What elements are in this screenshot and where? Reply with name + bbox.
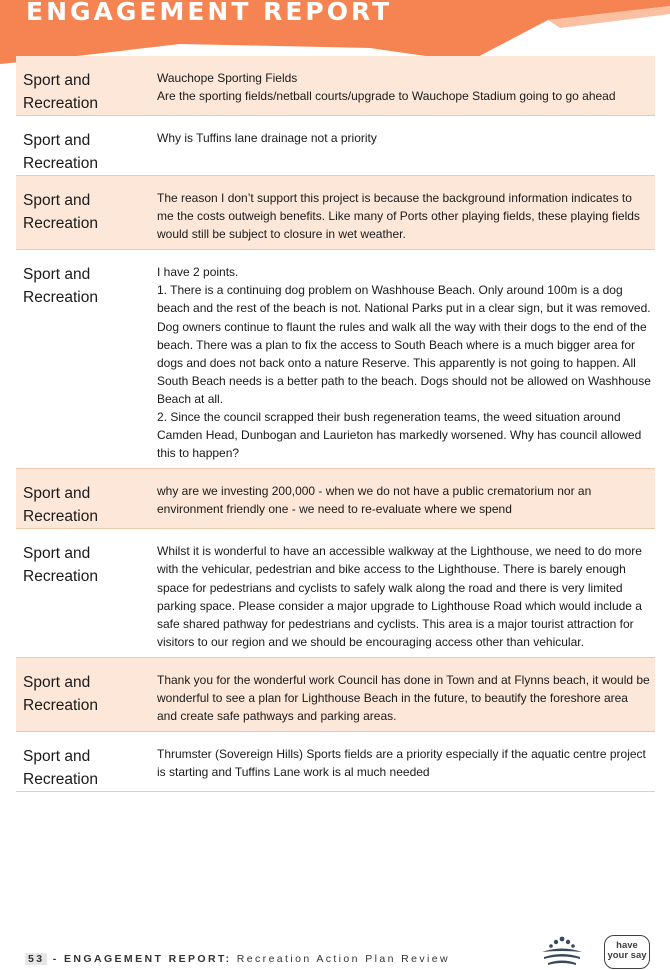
row-comment — [157, 529, 655, 657]
row-category: Sport and Recreation — [23, 266, 98, 307]
comment-paragraph: I have 2 points. — [157, 265, 239, 280]
comment-paragraph: Are the sporting fields/netball courts/upgrade to Wauchope Stadium going to go ahead — [157, 89, 616, 104]
comment-paragraph: Thrumster (Sovereign Hills) Sports fields are a priority especially if the aquatic centre project is starting and Tuffins Lane work is al much needed — [157, 747, 646, 780]
footer-separator: - — [47, 953, 65, 965]
comment-paragraph: The reason I don’t support this project is because the background information indicates to me the costs outweigh benefits. Like many of Ports other playing fields, these playing fields would still be subject to closure in wet weather. — [157, 191, 640, 242]
row-comment — [157, 732, 655, 787]
comment-paragraph: Why is Tuffins lane drainage not a priority — [157, 131, 377, 145]
row-category: Sport and Recreation — [23, 485, 98, 526]
page-number: 53 — [25, 953, 47, 965]
table-row — [16, 116, 655, 176]
comment-paragraph: Wauchope Sporting Fields — [157, 71, 298, 85]
row-category: Sport and Recreation — [23, 192, 98, 232]
row-comment — [157, 250, 655, 468]
comment-paragraph: Thank you for the wonderful work Council has done in Town and at Flynns beach, it would be wonderful to see a plan for Lighthouse Beach in the future, to beautify the foreshore area and create safe pathways and parking areas. — [157, 672, 650, 724]
row-comment — [157, 469, 655, 524]
row-comment — [157, 116, 655, 153]
page-title: ENGAGEMENT REPORT — [26, 0, 393, 26]
table-row — [16, 176, 655, 250]
row-category: Sport and Recreation — [23, 72, 98, 112]
footer-report-label: ENGAGEMENT REPORT: — [64, 953, 232, 965]
comment-paragraph: 2. Since the council scrapped their bush regeneration teams, the weed situation around Camden Head, Dunbogan and Laurieton has markedly worsened. Why has council allowed this to happen? — [157, 410, 642, 461]
page-footer — [25, 953, 450, 965]
have-your-say-line-2: your say — [607, 950, 647, 961]
have-your-say-line-1: have — [616, 940, 638, 951]
comments-table — [16, 56, 655, 792]
row-category: Sport and Recreation — [23, 545, 98, 586]
table-row — [16, 658, 655, 732]
table-row — [16, 732, 655, 792]
row-category: Sport and Recreation — [23, 132, 98, 172]
comment-paragraph: Whilst it is wonderful to have an accessible walkway at the Lighthouse, we need to do more with the vehicular, pedestrian and bike access to the Lighthouse. There is barely enough space for pedestrians and cyclists to safely walk along the road and there is very limited parking space. Please consider a major upgrade to Lighthouse Road which would include a safe shared pathway for pedestrians and cyclists. This area is a major tourist attraction for visitors to our region and we should be encouraging access other than vehicular. — [157, 544, 642, 649]
row-comment — [157, 658, 655, 731]
row-comment — [157, 176, 655, 249]
comment-paragraph: why are we investing 200,000 - when we do not have a public crematorium nor an environment friendly one - we need to re-evaluate where we spend — [157, 484, 592, 517]
table-row — [16, 469, 655, 529]
row-comment — [157, 56, 655, 111]
footer-document-title: Recreation Action Plan Review — [231, 953, 450, 965]
table-row — [16, 529, 655, 658]
table-row — [16, 250, 655, 469]
have-your-say-logo — [604, 935, 650, 969]
comment-paragraph: 1. There is a continuing dog problem on Washhouse Beach. Only around 100m is a dog beach and the rest of the beach is not. National Parks put in a clear sign, but it was removed. Dog owners continue to flaunt the rules and walk all the way with their dogs to the end of the beach. There was a plan to fix the access to South Beach where is a much bigger area for dogs and does not back onto a nature Reserve. This apparently is not going to happen. All South Beach needs is a better path to the beach. Dogs should not be allowed on Washhouse Beach at all. — [157, 283, 651, 406]
table-row — [16, 56, 655, 116]
council-logo-icon — [538, 934, 586, 970]
row-category: Sport and Recreation — [23, 673, 98, 714]
row-category: Sport and Recreation — [23, 748, 98, 789]
